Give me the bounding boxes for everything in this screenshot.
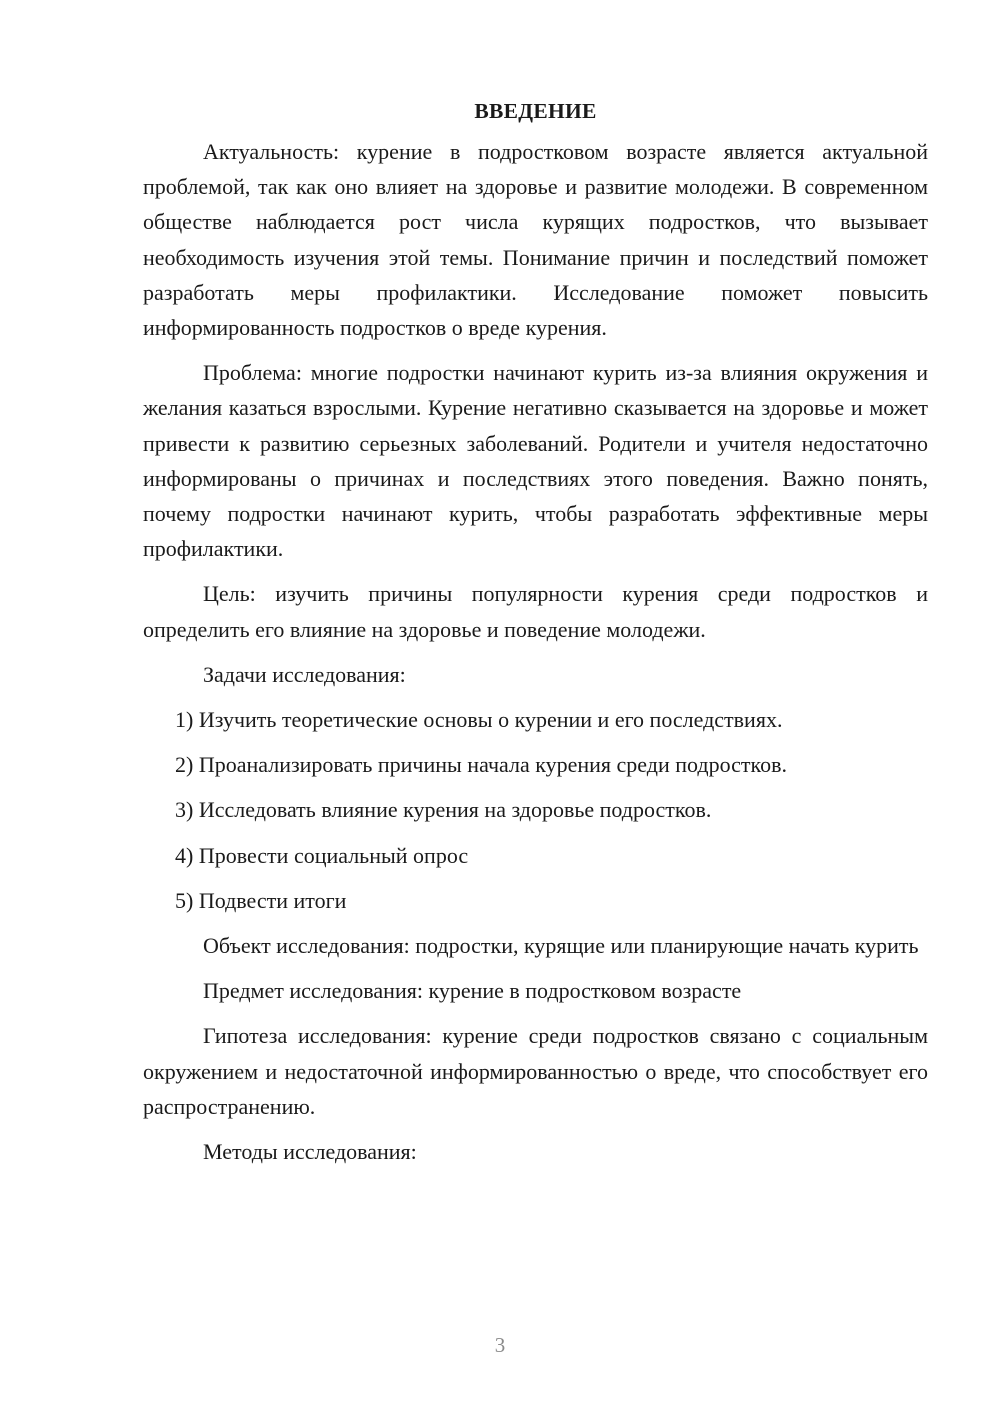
paragraph-hypothesis: Гипотеза исследования: курение среди подростков связано с социальным окружением и недостаточной информированностью о вреде, что способствует его распространению.	[143, 1023, 928, 1119]
methods-heading: Методы исследования:	[203, 1139, 417, 1165]
list-item: 1) Изучить теоретические основы о курении и его последствиях.	[175, 707, 783, 733]
list-item: 3) Исследовать влияние курения на здоровье подростков.	[175, 797, 712, 823]
paragraph-subject: Предмет исследования: курение в подростковом возрасте	[203, 978, 742, 1004]
tasks-list	[143, 702, 928, 918]
paragraph-goal: Цель: изучить причины популярности курения среди подростков и определить его влияние на здоровье и поведение молодежи.	[143, 581, 928, 642]
section-title: ВВЕДЕНИЕ	[474, 99, 597, 123]
paragraph-relevance: Актуальность: курение в подростковом возрасте является актуальной проблемой, так как оно влияет на здоровье и развитие молодежи. В современном обществе наблюдается рост числа курящих подростков, что вызывает необходимость изучения этой темы. Понимание причин и последствий поможет разработать меры профилактики. Исследование поможет повысить информированность подростков о вреде курения.	[143, 139, 928, 341]
list-item: 2) Проанализировать причины начала курения среди подростков.	[175, 752, 787, 778]
paragraph-object: Объект исследования: подростки, курящие или планирующие начать курить	[203, 933, 919, 959]
page-number: 3	[494, 1333, 506, 1357]
document-page	[143, 88, 928, 1179]
paragraph-problem: Проблема: многие подростки начинают курить из-за влияния окружения и желания казаться взрослыми. Курение негативно сказывается на здоровье и может привести к развитию серьезных заболеваний. Родители и учителя недостаточно информированы о причинах и последствиях этого поведения. Важно понять, почему подростки начинают курить, чтобы разработать эффективные меры профилактики.	[143, 360, 928, 562]
list-item: 4) Провести социальный опрос	[175, 842, 469, 868]
list-item: 5) Подвести итоги	[175, 887, 347, 913]
tasks-heading: Задачи исследования:	[203, 661, 406, 687]
